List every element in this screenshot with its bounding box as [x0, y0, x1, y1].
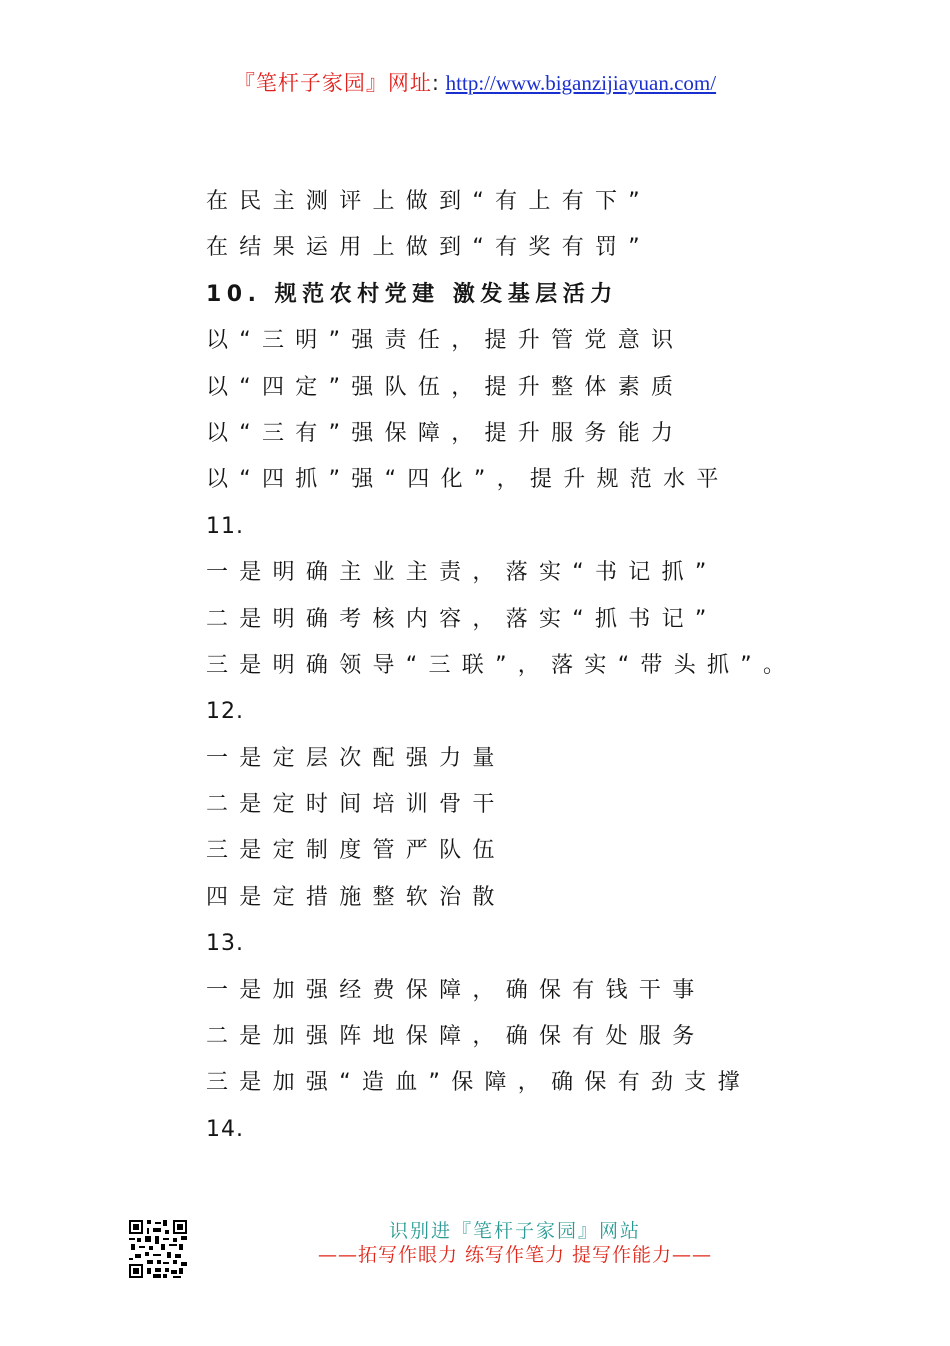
text-line: 二是加强阵地保障，确保有处服务 [206, 1024, 706, 1050]
text-line: 二是定时间培训骨干 [206, 792, 506, 818]
section-number: 12. [206, 699, 244, 725]
text-line: 在结果运用上做到“有奖有罚” [206, 235, 651, 261]
text-line: 以“四抓”强“四化”，提升规范水平 [206, 467, 730, 493]
text-line: 三是加强“造血”保障，确保有劲支撑 [206, 1070, 751, 1096]
text-line: 一是明确主业主责，落实“书记抓” [206, 560, 718, 586]
footer-slogan-site: 识别进『笔杆子家园』网站 [388, 1220, 641, 1242]
text-line: 一是加强经费保障，确保有钱干事 [206, 977, 706, 1003]
site-name: 『笔杆子家园』网址 [233, 71, 432, 95]
header-colon: : [431, 71, 439, 95]
section-number: 14. [206, 1116, 244, 1142]
section-number: 13. [206, 931, 244, 957]
section-heading: 10. 规范农村党建 激发基层活力 [206, 281, 618, 307]
text-line: 一是定层次配强力量 [206, 745, 506, 771]
text-line: 三是定制度管严队伍 [206, 838, 506, 864]
site-url-link[interactable]: http://www.biganzijiayuan.com/ [445, 71, 717, 95]
document-body [206, 179, 906, 1153]
text-line: 二是明确考核内容，落实“抓书记” [206, 606, 718, 632]
qr-code-icon [128, 1220, 188, 1278]
text-line: 在民主测评上做到“有上有下” [206, 189, 651, 214]
section-number: 11. [206, 513, 244, 539]
text-line: 四是定措施整软治散 [206, 884, 506, 910]
footer-slogan-motto: ——拓写作眼力 练写作笔力 提写作能力—— [317, 1244, 713, 1266]
text-line: 以“三有”强保障，提升服务能力 [206, 420, 685, 446]
page-header [0, 68, 950, 98]
text-line: 以“四定”强队伍，提升整体素质 [206, 374, 685, 400]
text-line: 以“三明”强责任，提升管党意识 [206, 328, 685, 354]
text-line: 三是明确领导“三联”，落实“带头抓”。 [206, 652, 797, 678]
